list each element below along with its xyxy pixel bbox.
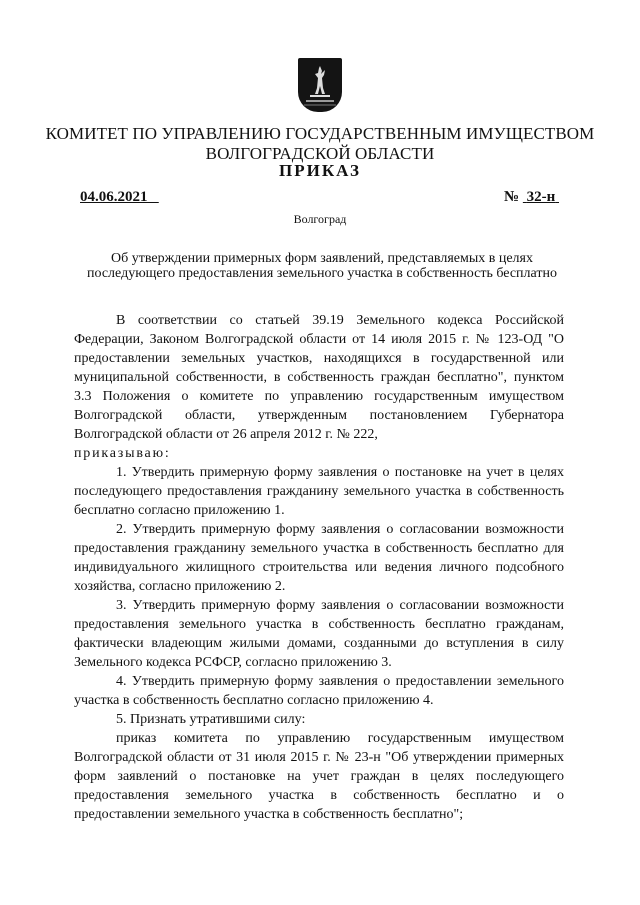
organization-name: КОМИТЕТ ПО УПРАВЛЕНИЮ ГОСУДАРСТВЕННЫМ ИМУЩЕСТВОМ ВОЛГОГРАДСКОЙ ОБЛАСТИ — [45, 124, 595, 163]
item-4-paragraph: 4. Утвердить примерную форму заявления о предоставлении земельного участка в собственность бесплатно согласно приложению 4. — [74, 674, 564, 708]
document-date — [80, 189, 159, 206]
item-3-paragraph: 3. Утвердить примерную форму заявления о согласовании возможности предоставления земельного участка в собственность бесплатно гражданам, фактически владеющим жилыми домами, созданными до вступления в силу Земельного кодекса РСФСР, согласно приложению 3. — [74, 598, 564, 670]
document-type: ПРИКАЗ — [279, 161, 361, 180]
item-5-paragraph: 5. Признать утратившими силу: — [116, 712, 306, 727]
coat-of-arms-emblem-icon — [298, 58, 342, 112]
item-2-paragraph: 2. Утвердить примерную форму заявления о согласовании возможности предоставления гражданину земельного участка в собственность бесплатно для индивидуального жилищного строительства или ведения личного подсобного хозяйства, согласно приложению 2. — [74, 522, 564, 594]
repealed-order-paragraph: приказ комитета по управлению государственным имуществом Волгоградской области от 31 июля 2015 г. № 23-н "Об утверждении примерных форм заявлений о постановке на учет граждан в целях последующего предоставления земельного участка в собственность бесплатно и о предоставлении земельного участка в собственность бесплатно"; — [74, 731, 564, 822]
document-number — [504, 189, 559, 206]
document-subject: Об утверждении примерных форм заявлений, представляемых в целях последующего предоставления земельного участка в собственность бесплатно — [87, 251, 557, 281]
document-date-value: 04.06.2021 — [80, 189, 148, 205]
city: Волгоград — [293, 212, 347, 226]
document-body — [74, 311, 564, 824]
item-1-paragraph: 1. Утвердить примерную форму заявления о постановке на учет в целях последующего предоставления гражданину земельного участка в собственность бесплатно согласно приложению 1. — [74, 465, 564, 518]
number-value — [523, 189, 559, 205]
order-word: приказываю: — [74, 446, 171, 461]
number-text: 32-н — [526, 189, 556, 205]
number-prefix: № — [504, 189, 520, 205]
preamble-paragraph: В соответствии со статьей 39.19 Земельного кодекса Российской Федерации, Законом Волгоградской области от 14 июля 2015 г. № 123-ОД "О предоставлении земельных участков, находящихся в государственной или муниципальной собственности, в собственность граждан бесплатно", пунктом 3.3 Положения о комитете по управлению государственным имуществом Волгоградской области, утвержденным постановлением Губернатора Волгоградской области от 26 апреля 2012 г. № 222, — [74, 313, 564, 442]
